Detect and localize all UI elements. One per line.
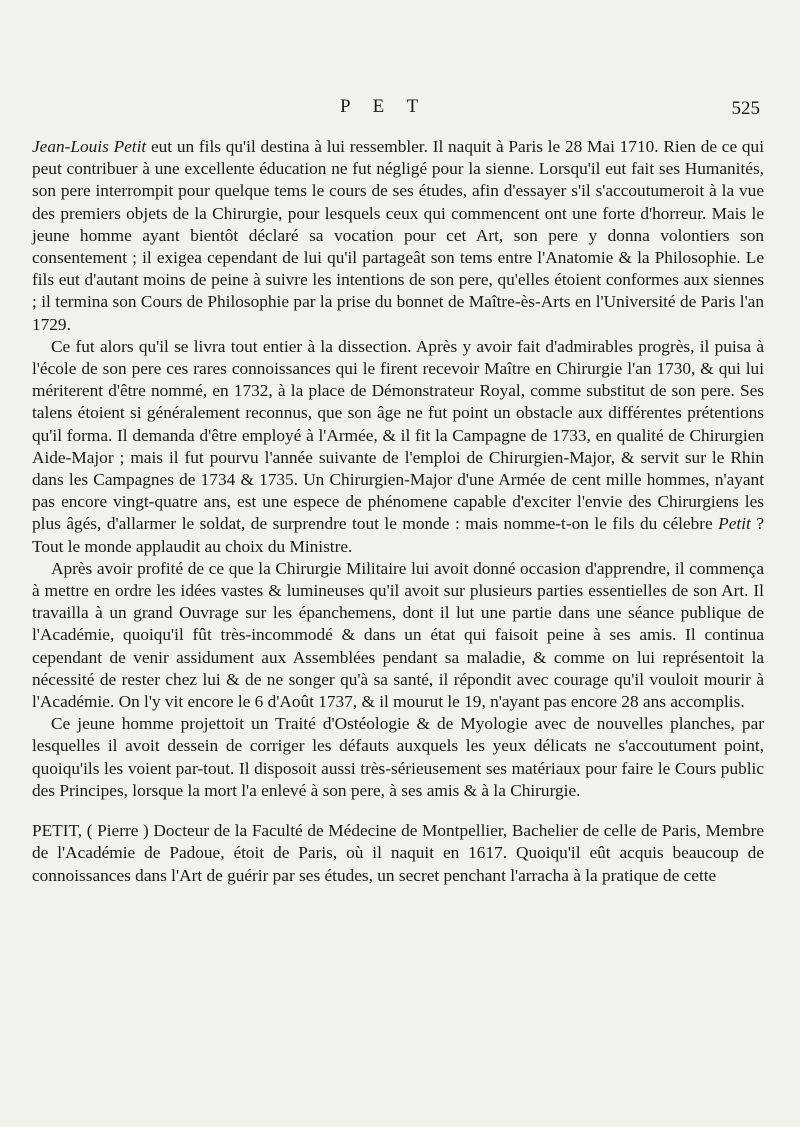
body-text [32,136,764,887]
paragraph-text: Ce jeune homme projettoit un Traité d'Ostéologie & de Myologie avec de nouvelles planches, par lesquelles il avoit dessein de corriger les défauts auxquels les yeux délicats ne s'accoutument point, quoiqu'ils les voient par-tout. Il disposoit aussi très-sérieusement ses matériaux pour faire le Cours public des Principes, lorsque la mort l'a enlevé à son pere, à ses amis & à la Chirurgie. [32,714,764,800]
page-header [0,96,800,126]
paragraph-osteology-treatise [32,713,764,802]
entry-petit-pierre [32,820,764,887]
paragraph-text: PETIT, ( Pierre ) Docteur de la Faculté de Médecine de Montpellier, Bachelier de celle de Paris, Membre de l'Académie de Padoue, étoit de Paris, où il naquit en 1617. Quoiqu'il eût acquis beaucoup de connoissances dans l'Art de guérir par ses études, un secret penchant l'arracha à la pratique de cette [32,821,764,885]
running-head: P E T [340,96,428,117]
paragraph-text: Ce fut alors qu'il se livra tout entier à la dissection. Après y avoir fait d'admirables progrès, il puisa à l'école de son pere ces rares connoissances qui le firent recevoir Maître en Chirurgie l'an 1730, & qui lui mériterent d'être nommé, en 1732, à la place de Démonstrateur Royal, comme substitut de son pere. Ses talens étoient si généralement reconnus, que son âge ne fut point un obstacle aux différentes prétentions qu'il forma. Il demanda d'être employé à l'Armée, & il fit la Campagne de 1733, en qualité de Chirurgien Aide-Major ; mais il fut pourvu l'année suivante de l'emploi de Chirurgien-Major, & servit sur le Rhin dans les Campagnes de 1734 & 1735. Un Chirurgien-Major d'une Armée de cent mille hommes, n'ayant pas encore vingt-quatre ans, est une espece de phénomene capable d'exciter l'envie des Chirurgiens les plus âgés, d'allarmer le soldat, de surprendre tout le monde : mais nomme-t-on le fils du célebre [32,336,764,534]
italic-name: Petit [718,514,751,534]
paragraph-petit-jean-louis [32,136,764,336]
paragraph-text-tail: ? Tout le monde applaudit au choix du Ministre. [32,514,764,556]
paragraph-text: Après avoir profité de ce que la Chirurgie Militaire lui avoit donné occasion d'apprendre, il commença à mettre en ordre les idées vastes & lumineuses qu'il avoit sur plusieurs parties essentielles de son Art. Il travailla à un grand Ouvrage sur les épanchemens, dont il lut une partie dans une séance publique de l'Académie, quoiqu'il fût très-incommodé & dans un état qui faisoit peine à ses amis. Il continua cependant de venir assidument aux Assemblées pendant sa maladie, & comme on lui représentoit la nécessité de rester chez lui & de ne songer qu'à sa santé, il répondit avec courage qu'il vouloit mourir à l'Académie. On l'y vit encore le 6 d'Août 1737, & il mourut le 19, n'ayant pas encore 28 ans accomplis. [32,558,764,712]
paragraph-text: eut un fils qu'il destina à lui ressembler. Il naquit à Paris le 28 Mai 1710. Rien de ce qui peut contribuer à une excellente éducation ne fut négligé pour la sienne. Lorsqu'il eut fait ses Humanités, son pere interrompit pour quelque tems le cours de ses études, afin d'essayer s'il s'accoutumeroit à la vue des premiers objets de la Chirurgie, pour lesquels ceux qui commencent ont une forte d'horreur. Mais le jeune homme ayant bientôt déclaré sa vocation pour cet Art, son pere y donna volontiers son consentement ; il exigea cependant de lui qu'il partageât son tems entre l'Anatomie & la Philosophie. Le fils eut d'autant moins de peine à suivre les intentions de son pere, qu'elles étoient conformes aux siennes ; il termina son Cours de Philosophie par la prise du bonnet de Maître-ès-Arts en l'Université de Paris l'an 1729. [32,137,764,334]
page-number: 525 [731,98,760,119]
entry-name: Jean-Louis Petit [32,137,147,156]
paragraph-military-surgery [32,558,764,713]
paragraph-dissection [32,336,764,558]
